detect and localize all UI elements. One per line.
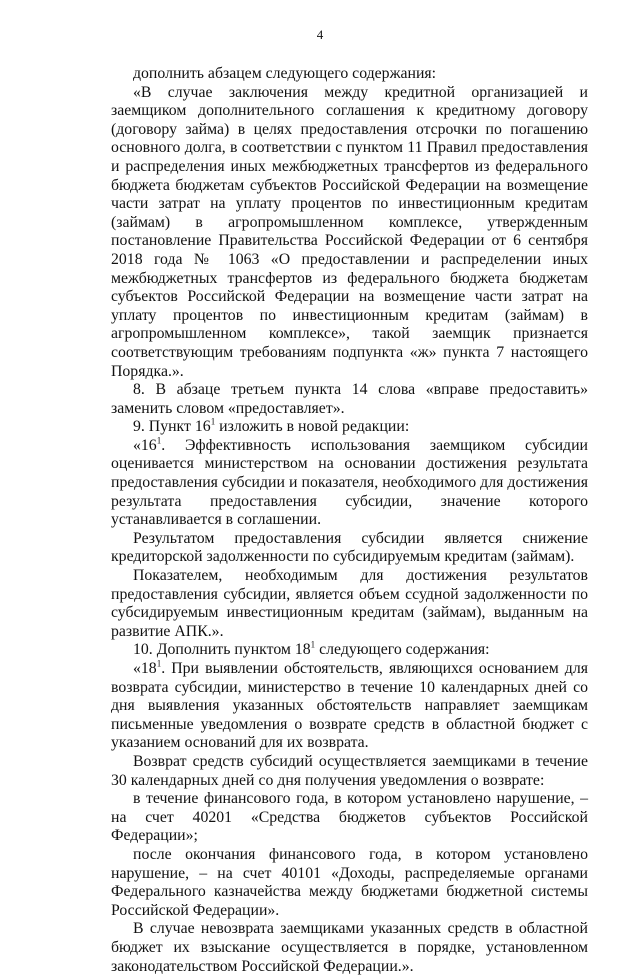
document-body <box>111 65 588 976</box>
paragraph-item-8: 8. В абзаце третьем пункта 14 слова «вправе предоставить» заменить словом «предоставляет». <box>111 381 588 417</box>
paragraph-item-9 <box>111 418 588 437</box>
paragraph-quoted-amendment: «В случае заключения между кредитной организацией и заемщиком дополнительного соглашения к кредитному договору (договору займа) в целях предоставления отсрочки по погашению основного долга, в соответствии с пунктом 11 Правил предоставления и распределения иных межбюджетных трансфертов из федерального бюджета бюджетам субъектов Российской Федерации на возмещение части затрат на уплату процентов по инвестиционным кредитам (займам) в агропромышленном комплексе, утвержденным постановление Правительства Российской Федерации от 6 сентября 2018 года № 1063 «О предоставлении и распределении иных межбюджетных трансфертов из федерального бюджета бюджетам субъектов Российской Федерации на возмещение части затрат на уплату процентов по инвестиционным кредитам (займам) в агропромышленном комплексе», такой заемщик признается соответствующим требованиям подпункта «ж» пункта 7 настоящего Порядка.». <box>111 83 588 380</box>
paragraph-clause-18-1-start: «18 <box>133 660 157 677</box>
paragraph-item-10-start: 10. Дополнить пунктом 18 <box>133 641 311 659</box>
paragraph-clause-16-1-start: «16 <box>133 436 157 454</box>
paragraph-result: Результатом предоставления субсидии является снижение кредиторской задолженности по субсидируемым кредитам (займам). <box>111 529 588 566</box>
paragraph-intro: дополнить абзацем следующего содержания: <box>133 65 437 82</box>
superscript-1: 1 <box>210 417 216 428</box>
paragraph-clause-16-1 <box>111 437 588 530</box>
paragraph-indicator: Показателем, необходимым для достижения результатов предоставления субсидии, является объем ссудной задолженности по субсидируемым инвестиционным кредитам (займам), выданным на развитие АПК.». <box>111 567 588 640</box>
paragraph-refund-current-year: в течение финансового года, в котором установлено нарушение, – на счет 40201 «Средства бюджетов субъектов Российской Федерации»; <box>111 790 588 845</box>
superscript-1: 1 <box>156 658 162 669</box>
paragraph-item-9-text-end: изложить в новой редакции: <box>215 418 410 436</box>
paragraph-non-refund: В случае невозврата заемщиками указанных средств в областной бюджет их взыскание осуществляется в порядке, установленном законодательством Российской Федерации.». <box>111 920 588 975</box>
superscript-1: 1 <box>310 640 316 651</box>
page-number: 4 <box>316 27 324 42</box>
paragraph-item-9-text-start: 9. Пункт 16 <box>133 418 211 436</box>
superscript-1: 1 <box>156 435 162 446</box>
paragraph-item-10-end: следующего содержания: <box>315 641 490 659</box>
paragraph-refund-after-year: после окончания финансового года, в котором установлено нарушение, – на счет 40101 «Доходы, распределяемые органами Федерального казначейства между бюджетами бюджетной системы Российской Федерации». <box>111 845 588 919</box>
paragraph-clause-16-1-end: . Эффективность использования заемщиком субсидии оценивается министерством на основании достижения результата предоставления субсидии и показателя, необходимого для достижения результата предоставления субсидии, значение которого устанавливается в соглашении. <box>111 436 588 529</box>
paragraph-item-10 <box>111 641 588 660</box>
paragraph-clause-18-1 <box>111 660 588 753</box>
paragraph-refund-term: Возврат средств субсидий осуществляется заемщиками в течение 30 календарных дней со дня получения уведомления о возврате: <box>111 752 588 789</box>
paragraph-clause-18-1-end: . При выявлении обстоятельств, являющихся основанием для возврата субсидии, министерство в течение 10 календарных дней со дня выявления указанных обстоятельств направляет заемщикам письменные уведомления о возврате средств в областной бюджет с указанием оснований для их возврата. <box>111 660 588 752</box>
